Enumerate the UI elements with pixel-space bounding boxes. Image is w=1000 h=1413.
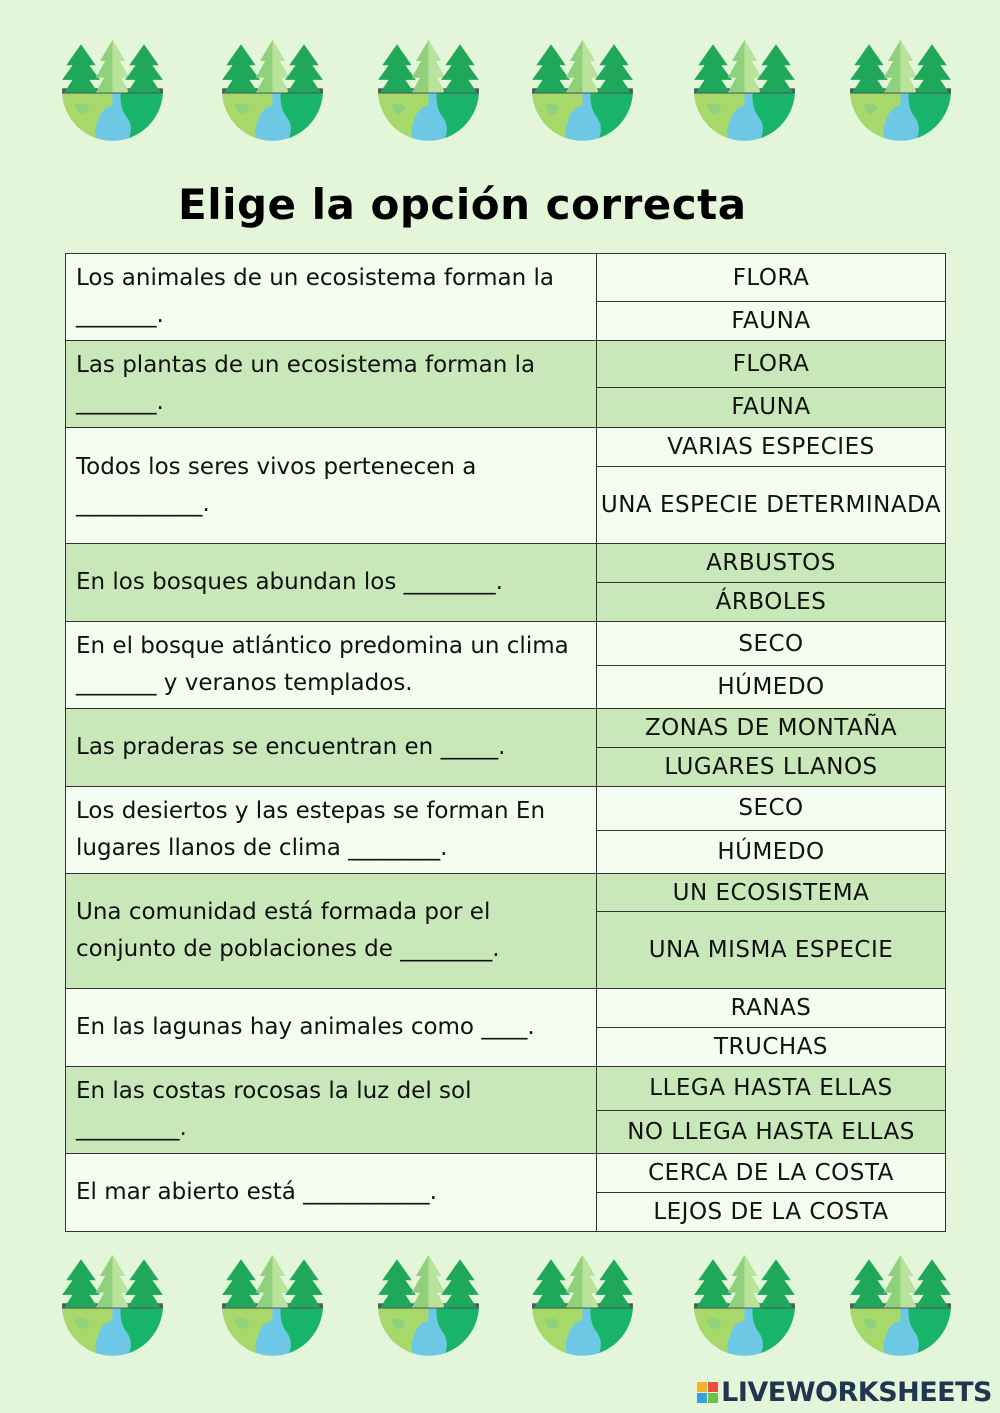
logo-text: LIVEWORKSHEETS: [721, 1377, 992, 1408]
answer-option[interactable]: HÚMEDO: [597, 666, 946, 709]
forest-globe-icon: [692, 1255, 797, 1360]
answer-option[interactable]: FLORA: [597, 341, 946, 388]
answer-option[interactable]: TRUCHAS: [597, 1028, 946, 1067]
bottom-icon-row: [0, 1255, 1000, 1365]
answer-option[interactable]: ARBUSTOS: [597, 544, 946, 583]
forest-globe-icon: [220, 1255, 325, 1360]
answer-option[interactable]: UN ECOSISTEMA: [597, 874, 946, 912]
question-text: En las lagunas hay animales como ____.: [66, 989, 597, 1067]
forest-globe-icon: [60, 40, 165, 145]
question-text: En los bosques abundan los ________.: [66, 544, 597, 622]
liveworksheets-logo: [697, 1377, 992, 1408]
question-row: [66, 1154, 946, 1193]
question-text: Todos los seres vivos pertenecen a ___________.: [66, 428, 597, 544]
answer-option[interactable]: UNA MISMA ESPECIE: [597, 912, 946, 989]
forest-globe-icon: [848, 40, 953, 145]
question-text: Una comunidad está formada por el conjunto de poblaciones de ________.: [66, 874, 597, 989]
answer-option[interactable]: LEJOS DE LA COSTA: [597, 1193, 946, 1232]
answer-option[interactable]: FAUNA: [597, 387, 946, 427]
answer-option[interactable]: LLEGA HASTA ELLAS: [597, 1067, 946, 1111]
answer-option[interactable]: FAUNA: [597, 302, 946, 341]
answer-option[interactable]: LUGARES LLANOS: [597, 748, 946, 787]
question-row: [66, 874, 946, 912]
question-row: [66, 544, 946, 583]
logo-mark-icon: [697, 1382, 718, 1403]
question-row: [66, 989, 946, 1028]
answer-option[interactable]: UNA ESPECIE DETERMINADA: [597, 467, 946, 544]
question-text: Los desiertos y las estepas se forman En lugares llanos de clima ________.: [66, 787, 597, 874]
answer-option[interactable]: ÁRBOLES: [597, 583, 946, 622]
forest-globe-icon: [530, 40, 635, 145]
question-row: [66, 1067, 946, 1111]
answer-option[interactable]: NO LLEGA HASTA ELLAS: [597, 1110, 946, 1154]
question-row: [66, 254, 946, 302]
question-text: En las costas rocosas la luz del sol _________.: [66, 1067, 597, 1154]
question-text: En el bosque atlántico predomina un clima _______ y veranos templados.: [66, 622, 597, 709]
answer-option[interactable]: HÚMEDO: [597, 830, 946, 874]
question-row: [66, 428, 946, 467]
forest-globe-icon: [848, 1255, 953, 1360]
question-text: Los animales de un ecosistema forman la _______.: [66, 254, 597, 341]
forest-globe-icon: [376, 40, 481, 145]
question-row: [66, 787, 946, 831]
question-row: [66, 709, 946, 748]
answer-option[interactable]: VARIAS ESPECIES: [597, 428, 946, 467]
answer-option[interactable]: SECO: [597, 787, 946, 831]
forest-globe-icon: [376, 1255, 481, 1360]
answer-option[interactable]: SECO: [597, 622, 946, 666]
forest-globe-icon: [60, 1255, 165, 1360]
forest-globe-icon: [530, 1255, 635, 1360]
question-text: El mar abierto está ___________.: [66, 1154, 597, 1232]
question-row: [66, 622, 946, 666]
page-title: Elige la opción correcta: [178, 180, 747, 229]
question-row: [66, 341, 946, 388]
top-icon-row: [0, 40, 1000, 150]
quiz-table: [65, 253, 946, 1232]
answer-option[interactable]: RANAS: [597, 989, 946, 1028]
question-text: Las praderas se encuentran en _____.: [66, 709, 597, 787]
forest-globe-icon: [220, 40, 325, 145]
answer-option[interactable]: FLORA: [597, 254, 946, 302]
forest-globe-icon: [692, 40, 797, 145]
answer-option[interactable]: CERCA DE LA COSTA: [597, 1154, 946, 1193]
answer-option[interactable]: ZONAS DE MONTAÑA: [597, 709, 946, 748]
question-text: Las plantas de un ecosistema forman la _______.: [66, 341, 597, 428]
